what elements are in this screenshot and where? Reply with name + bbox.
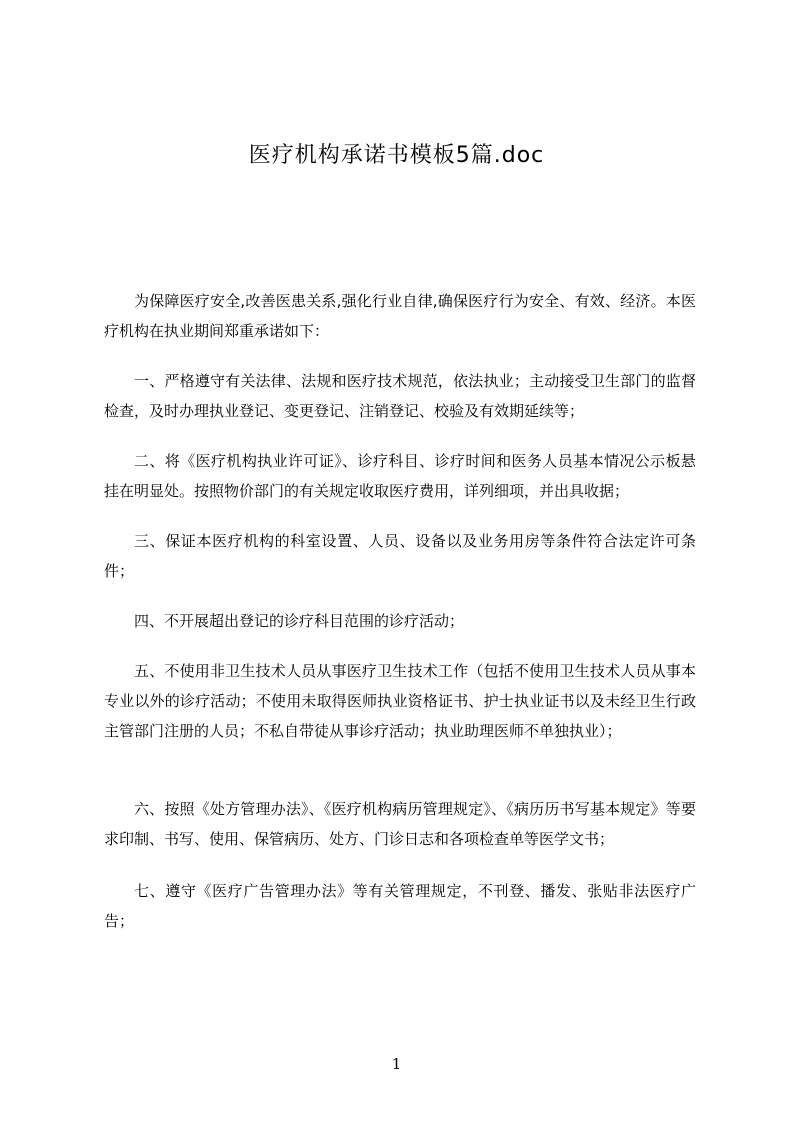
paragraph-item-2: 二、将《医疗机构执业许可证》、诊疗科目、诊疗时间和医务人员基本情况公示板悬挂在明显处。按照物价部门的有关规定收取医疗费用，详列细项，并出具收据；: [104, 452, 696, 500]
paragraph-item-5: 五、不使用非卫生技术人员从事医疗卫生技术工作（包括不使用卫生技术人员从事本专业以外的诊疗活动；不使用未取得医师执业资格证书、护士执业证书以及未经卫生行政主管部门注册的人员；不私自带徒从事诊疗活动；执业助理医师不单独执业）；: [104, 662, 696, 740]
paragraph-item-7: 七、遵守《医疗广告管理办法》等有关管理规定，不刊登、播发、张贴非法医疗广告；: [104, 882, 696, 930]
paragraph-item-3: 三、保证本医疗机构的科室设置、人员、设备以及业务用房等条件符合法定许可条件；: [104, 532, 696, 580]
paragraph-intro: 为保障医疗安全,改善医患关系,强化行业自律,确保医疗行为安全、有效、经济。本医疗机构在执业期间郑重承诺如下：: [104, 292, 696, 340]
page-number: 1: [391, 1055, 402, 1073]
document-title: 医疗机构承诺书模板5篇.doc: [248, 143, 545, 168]
paragraph-item-4: 四、不开展超出登记的诊疗科目范围的诊疗活动；: [134, 612, 465, 630]
paragraph-item-1: 一、严格遵守有关法律、法规和医疗技术规范，依法执业；主动接受卫生部门的监督检查，及时办理执业登记、变更登记、注销登记、校验及有效期延续等；: [104, 372, 696, 420]
paragraph-item-6: 六、按照《处方管理办法》、《医疗机构病历管理规定》、《病历历书写基本规定》等要求印制、书写、使用、保管病历、处方、门诊日志和各项检查单等医学文书；: [104, 800, 696, 848]
